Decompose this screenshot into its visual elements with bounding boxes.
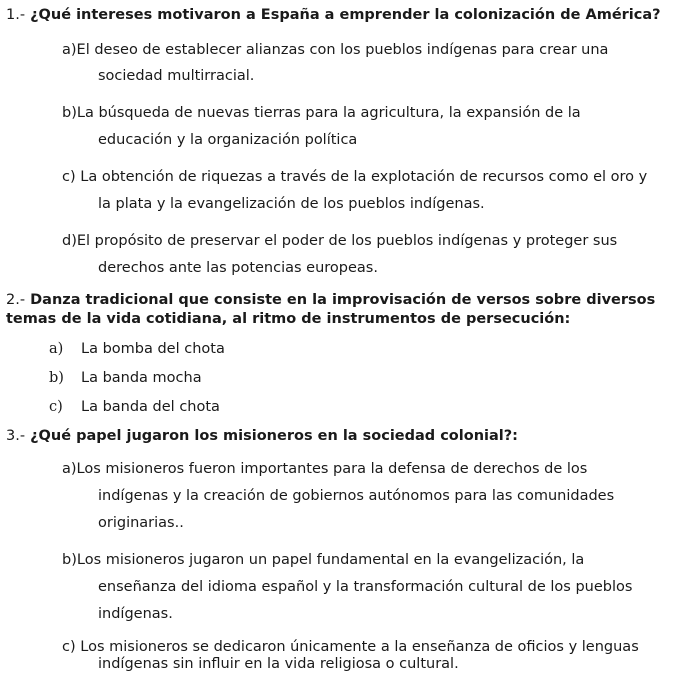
q2-option-a-text: La bomba del chota	[81, 341, 225, 357]
q3-option-a-text: Los misioneros fueron importantes para la defensa de derechos de los	[76, 461, 588, 477]
q1-option-c-line2: la plata y la evangelización de los pueblos indígenas.	[98, 196, 485, 212]
q1-option-d-line1	[62, 232, 617, 250]
q1-option-d-text: El propósito de preservar el poder de los pueblos indígenas y proteger sus	[76, 233, 618, 249]
q3-option-c-line1	[62, 638, 639, 656]
q1-option-d-line2: derechos ante las potencias europeas.	[98, 260, 378, 276]
q1-option-b-line2: educación y la organización política	[98, 132, 358, 148]
q2-option-a	[49, 340, 63, 358]
q1-option-b-line1	[62, 104, 581, 122]
q3-option-b-label: b)	[62, 552, 77, 568]
q2-option-c-label: c)	[49, 399, 63, 415]
q3-option-c-label: c)	[62, 639, 76, 655]
question-1-text: ¿Qué intereses motivaron a España a emprender la colonización de América?	[30, 7, 661, 23]
q3-option-c-line2: indígenas sin influir en la vida religiosa o cultural.	[98, 656, 459, 672]
question-3-text: ¿Qué papel jugaron los misioneros en la sociedad colonial?:	[30, 428, 518, 444]
q1-option-c-text: La obtención de riquezas a través de la explotación de recursos como el oro y	[80, 169, 648, 185]
q1-option-a-line1	[62, 41, 608, 59]
q3-option-a-label: a)	[62, 461, 77, 477]
q2-option-b	[49, 369, 64, 387]
question-1	[6, 6, 661, 24]
q1-option-c-label: c)	[62, 169, 76, 185]
q3-option-c-text: Los misioneros se dedicaron únicamente a la enseñanza de oficios y lenguas	[80, 639, 639, 655]
q3-option-a-line2: indígenas y la creación de gobiernos autónomos para las comunidades	[98, 488, 615, 504]
q2-option-c-text: La banda del chota	[81, 399, 220, 415]
q1-option-a-line2: sociedad multirracial.	[98, 68, 255, 84]
q1-option-a-text: El deseo de establecer alianzas con los pueblos indígenas para crear una	[76, 42, 609, 58]
q3-option-b-text: Los misioneros jugaron un papel fundamental en la evangelización, la	[76, 552, 585, 568]
question-3-number: 3.-	[6, 428, 26, 444]
q3-option-b-line1	[62, 551, 584, 569]
q2-option-a-label: a)	[49, 341, 64, 357]
q2-option-c	[49, 398, 63, 416]
q3-option-b-line2: enseñanza del idioma español y la transformación cultural de los pueblos	[98, 579, 633, 595]
q3-option-b-line3: indígenas.	[98, 606, 173, 622]
question-1-number: 1.-	[6, 7, 26, 23]
q2-option-b-text: La banda mocha	[81, 370, 202, 386]
q2-option-b-label: b)	[49, 370, 64, 386]
question-2-line1	[6, 291, 655, 309]
q1-option-a-label: a)	[62, 42, 77, 58]
q1-option-b-text: La búsqueda de nuevas tierras para la agricultura, la expansión de la	[76, 105, 581, 121]
question-3	[6, 427, 518, 445]
q1-option-b-label: b)	[62, 105, 77, 121]
question-2-number: 2.-	[6, 292, 26, 308]
question-2-line2: temas de la vida cotidiana, al ritmo de instrumentos de persecución:	[6, 311, 571, 327]
q3-option-a-line1	[62, 460, 587, 478]
q1-option-c-line1	[62, 168, 647, 186]
q3-option-a-line3: originarias..	[98, 515, 184, 531]
question-2-text: Danza tradicional que consiste en la improvisación de versos sobre diversos	[30, 292, 656, 308]
q1-option-d-label: d)	[62, 233, 77, 249]
